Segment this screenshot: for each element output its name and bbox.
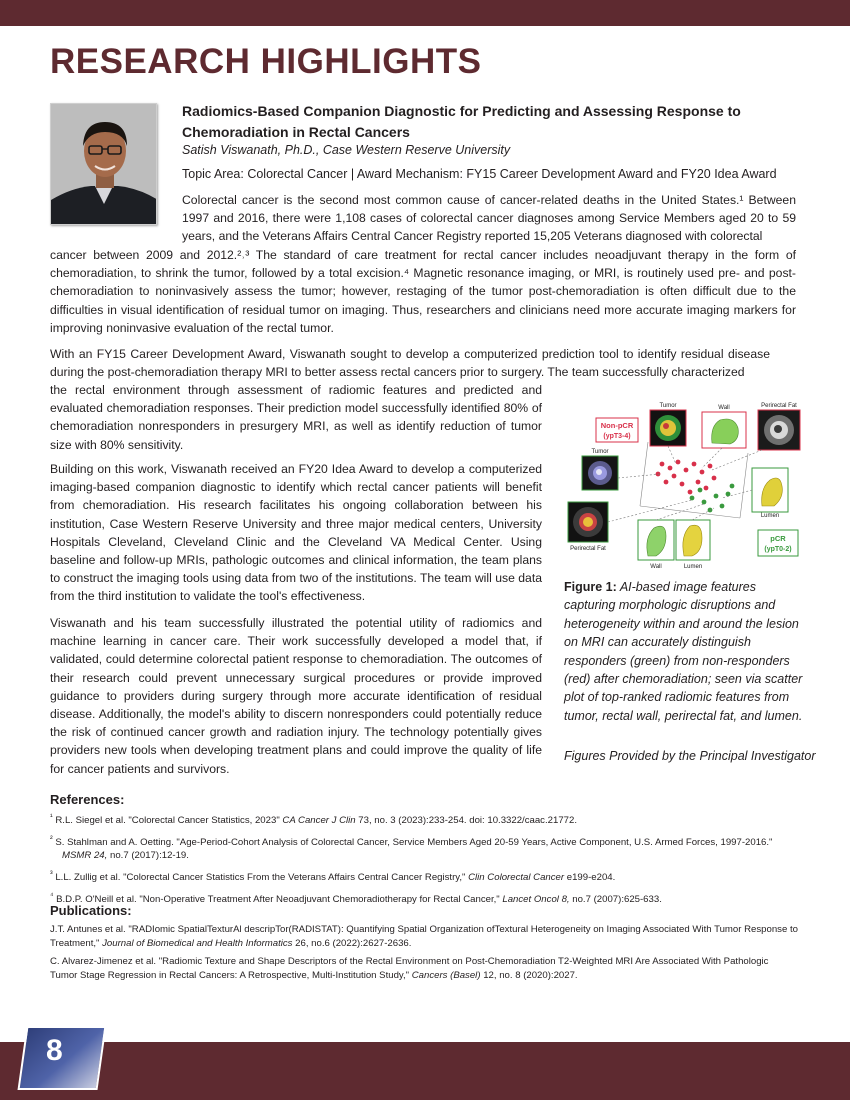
bottom-banner bbox=[0, 1042, 850, 1100]
tumor-left-label: Tumor bbox=[591, 449, 609, 455]
pcr-label: pCR bbox=[770, 534, 786, 543]
perirectal-fat-top-thumbnail bbox=[758, 410, 800, 450]
radiomics-scatter-figure bbox=[562, 398, 807, 572]
paragraph-3: Building on this work, Viswanath received an FY20 Idea Award to develop a computerized imaging-based companion diagnostic to identify which rectal cancer patients will benefit from chemoradiation. His research facilitates his ongoing collaboration between his institution, Case Western Reserve University and three major medical centers, University Hospitals Cleveland, Cleveland Clinic and the Cleveland VA Medical Center. Using baseline and follow-up MRIs, pathologic outcomes and clinical information, the team plans to construct the imaging tools using data from two of the institutions. The team will use data from the third institution to validate the tool's effectiveness. bbox=[50, 462, 542, 604]
non-pcr-label: Non-pCR bbox=[600, 421, 634, 430]
references-heading: References: bbox=[50, 792, 125, 807]
perirectal-fat-top-label: Perirectal Fat bbox=[761, 403, 797, 409]
non-pcr-label-box bbox=[596, 418, 638, 442]
figure-1 bbox=[562, 398, 807, 572]
lumen-right-label: Lumen bbox=[760, 513, 780, 519]
page-number: 8 bbox=[46, 1034, 63, 1067]
perirectal-fat-bottom-label: Perirectal Fat bbox=[570, 546, 606, 552]
pcr-sublabel: (ypT0-2) bbox=[764, 546, 792, 553]
wall-bottom-thumbnail bbox=[638, 520, 674, 560]
lumen-right-thumbnail bbox=[752, 468, 788, 512]
paragraph-4: Viswanath and his team successfully illustrated the potential utility of radiomics and machine learning in cancer care. Their work successfully developed a model that, if validated, could determine colorectal patient response to chemoradiation. The outcomes of their research could prevent unnecessary surgical procedures or provide improved guidance to providers during surgery through more accurate identification of residual disease. Additionally, the model's ability to discern nonresponders could potentially reduce the risk of continued cancer growth and radiation injury. The technology potentially gives providers new tools when developing treatment plans and could improve the quality of life for cancer patients and survivors. bbox=[50, 616, 542, 776]
references-list bbox=[50, 810, 798, 910]
wall-bottom-label: Wall bbox=[650, 564, 662, 570]
paragraph-2-continued: the rectal environment through assessment of radiomic features and predicted and evaluated chemoradiation responses. Their prediction model successfully identified 80% of chemoradiation nonresponders in presurgery MRI, as well as identify reduction of tumor size with 80% sensitivity. bbox=[50, 383, 542, 452]
pcr-label-box bbox=[758, 530, 798, 556]
caption-label: Figure 1: bbox=[564, 580, 617, 594]
scatter-axes bbox=[640, 442, 748, 518]
responder-points bbox=[690, 484, 735, 513]
article-title: Radiomics-Based Companion Diagnostic for Predicting and Assessing Response to Chemoradiation in Rectal Cancers bbox=[182, 103, 741, 140]
tumor-top-thumbnail bbox=[650, 410, 686, 446]
wall-thumbnail bbox=[702, 412, 746, 448]
wall-top-label: Wall bbox=[718, 405, 730, 411]
paragraph-2-start: With an FY15 Career Development Award, Viswanath sought to develop a computerized prediction tool to identify residual disease during the post-chemoradiation therapy MRI to better assess rectal cancers prior to surgery. The team successfully characterized bbox=[50, 347, 770, 380]
lumen-bottom-thumbnail bbox=[676, 520, 710, 560]
reference-item: $^{^3}$ L.L. Zullig et al. "Colorectal Cancer Statistics From the Veterans Affairs Central Cancer Registry," Clin Colorectal Cancer e199-e204. bbox=[50, 868, 616, 884]
caption-text: AI-based image features capturing morphologic disruptions and heterogeneity within and around the lesion on MRI can accurately distinguish responders (green) from non-responders (red) after chemoradiation; seen via scatter plot of top-ranked radiomic features from tumor, rectal wall, perirectal fat, and lumen. bbox=[564, 580, 803, 723]
figure-credit: Figures Provided by the Principal Investigator bbox=[564, 749, 816, 763]
publication-item: C. Alvarez-Jimenez et al. "Radiomic Texture and Shape Descriptors of the Rectal Environment on Post-Chemoradiation T2-Weighted MRI Are Associated With Pathologic Tumor Stage Regression in Rectal Cancers: A Retrospective, Multi-Institution Study," Cancers (Basel) 12, no. 8 (2020):2027. bbox=[50, 956, 769, 981]
publication-item: J.T. Antunes et al. "RADIomic SpatialTexturAl descripTor(RADISTAT): Quantifying Spatial Organization ofTextural Heterogeneity on Imaging Associated With Tumor Response to Treatment," Journal of Biomedical and Health Informatics 26, no.6 (2022):2627-2636. bbox=[50, 924, 798, 949]
author-line: Satish Viswanath, Ph.D., Case Western Reserve University bbox=[182, 143, 511, 157]
publications-heading: Publications: bbox=[50, 903, 132, 918]
reference-item: $^{^4}$ B.D.P. O'Neill et al. "Non-Operative Treatment After Neoadjuvant Chemoradiotherapy for Rectal Cancer," Lancet Oncol 8, no.7 (2007):625-633. bbox=[50, 890, 662, 905]
reference-item: $^{^2}$ S. Stahlman and A. Oetting. "Age-Period-Cohort Analysis of Colorectal Cancer, Service Members Aged 20-59 Years, Active Component, U.S. Armed Forces, 1997-2016." MSMR 24, no.7 (2017):12-19. bbox=[50, 833, 773, 862]
non-pcr-sublabel: (ypT3-4) bbox=[603, 433, 631, 440]
nonresponder-points bbox=[656, 460, 717, 495]
tumor-left-thumbnail bbox=[582, 456, 618, 490]
top-banner bbox=[0, 0, 850, 26]
topic-line: Topic Area: Colorectal Cancer | Award Mechanism: FY15 Career Development Award and FY20 Idea Award bbox=[182, 167, 777, 181]
lumen-bottom-label: Lumen bbox=[683, 564, 703, 570]
page-title: RESEARCH HIGHLIGHTS bbox=[50, 42, 482, 81]
publications-list bbox=[50, 923, 798, 987]
portrait-image bbox=[51, 104, 157, 225]
investigator-photo bbox=[50, 103, 157, 225]
paragraph-1-start: Colorectal cancer is the second most common cause of cancer-related deaths in the United States.¹ Between 1997 and 2016, there were 1,108 cases of colorectal cancer diagnoses among Service Members aged 20 to 59 years, and the Veterans Affairs Central Cancer Registry reported 15,205 Veterans diagnosed with colorectal bbox=[182, 193, 796, 244]
tumor-top-label: Tumor bbox=[659, 403, 677, 409]
reference-item: $^{^1}$ R.L. Siegel et al. "Colorectal Cancer Statistics, 2023" CA Cancer J Clin 73, no. 3 (2023):233-254. doi: 10.3322/caac.21772. bbox=[50, 812, 577, 827]
perirectal-fat-bottom-thumbnail bbox=[568, 502, 608, 542]
feature-pointer-lines bbox=[608, 446, 762, 522]
figure-caption bbox=[564, 578, 804, 725]
paragraph-1-continued: cancer between 2009 and 2012.²˒³ The standard of care treatment for rectal cancer includes neoadjuvant therapy in the form of chemoradiation, to shrink the tumor, followed by a total excision.⁴ Magnetic resonance imaging, or MRI, is routinely used pre- and post-chemoradiation to noninvasively assess the tumor; however, restaging of the tumor post-chemoradiation is often difficult due to the difficulties in visual identification of residual tumor on imaging. Thus, researchers and clinicians need more accurate imaging markers for improving noninvasive evaluation of the rectal tumor. bbox=[50, 248, 796, 335]
